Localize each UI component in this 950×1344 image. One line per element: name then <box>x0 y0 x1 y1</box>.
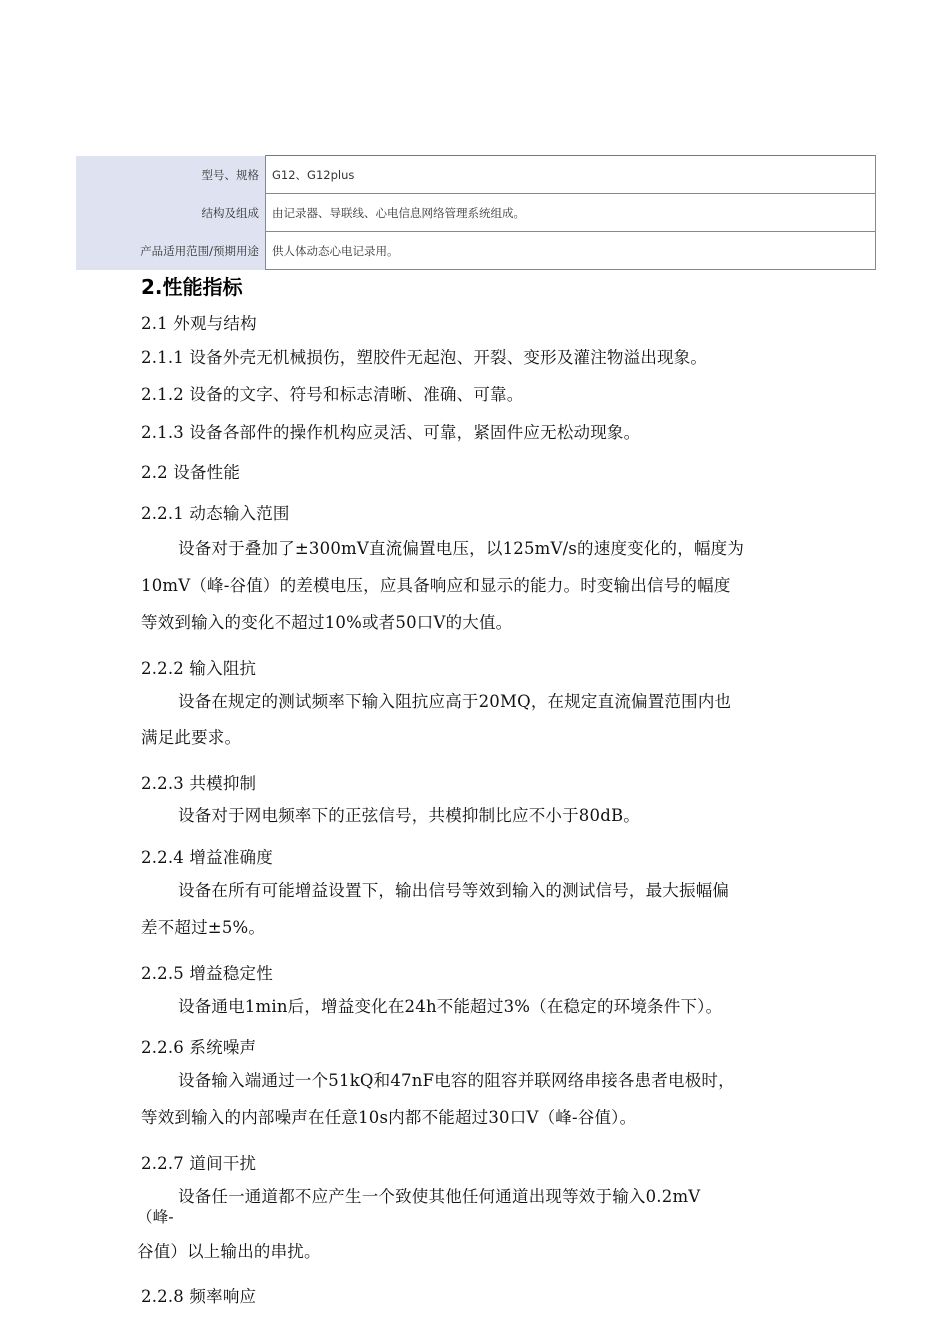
clause-heading: 2.2.4 增益准确度 <box>141 848 273 867</box>
clause-text: 2.1.3 设备各部件的操作机构应灵活、可靠，紧固件应无松动现象。 <box>141 423 641 442</box>
paragraph-line: 设备输入端通过一个51kQ和47nF电容的阻容并联网络串接各患者电极时， <box>178 1071 735 1090</box>
clause-heading: 2.2.7 道间干扰 <box>141 1154 257 1173</box>
table-row <box>76 232 876 270</box>
table-row <box>76 194 876 232</box>
clause-heading: 2.2.8 频率响应 <box>141 1287 257 1306</box>
row-label: 型号、规格 <box>76 156 266 194</box>
paragraph-line: 设备对于网电频率下的正弦信号，共模抑制比应不小于80dB。 <box>178 806 640 825</box>
paragraph-line: 差不超过±5%。 <box>141 918 266 937</box>
clause-text: 2.1.1 设备外壳无机械损伤，塑胶件无起泡、开裂、变形及灌注物溢出现象。 <box>141 348 708 367</box>
paragraph-line: 满足此要求。 <box>141 728 242 747</box>
paragraph-line: 等效到输入的变化不超过10%或者50口V的大值。 <box>141 613 513 632</box>
row-label: 产品适用范围/预期用途 <box>76 232 266 270</box>
section-title: 2.性能指标 <box>141 275 243 299</box>
row-value: 由记录器、导联线、心电信息网络管理系统组成。 <box>266 194 876 232</box>
subsection-heading: 2.1 外观与结构 <box>141 314 257 333</box>
paragraph-line: 设备对于叠加了±300mV直流偏置电压，以125mV/s的速度变化的，幅度为 <box>178 539 745 558</box>
clause-heading: 2.2.1 动态输入范围 <box>141 504 290 523</box>
paragraph-line: 设备在规定的测试频率下输入阻抗应高于20MQ，在规定直流偏置范围内也 <box>178 692 732 711</box>
paragraph-line: 谷值）以上输出的串扰。 <box>137 1242 321 1261</box>
table-row <box>76 156 876 194</box>
clause-heading: 2.2.3 共模抑制 <box>141 774 257 793</box>
clause-heading: 2.2.2 输入阻抗 <box>141 659 257 678</box>
row-value: G12、G12plus <box>266 156 876 194</box>
clause-heading: 2.2.5 增益稳定性 <box>141 964 273 983</box>
clause-text: 2.1.2 设备的文字、符号和标志清晰、准确、可靠。 <box>141 385 524 404</box>
paragraph-line: 等效到输入的内部噪声在任意10s内都不能超过30口V（峰-谷值）。 <box>141 1108 637 1127</box>
clause-heading: 2.2.6 系统噪声 <box>141 1038 257 1057</box>
row-value: 供人体动态心电记录用。 <box>266 232 876 270</box>
product-info-table <box>76 155 876 270</box>
paragraph-line: 设备通电1min后，增益变化在24h不能超过3%（在稳定的环境条件下）。 <box>178 997 723 1016</box>
subsection-heading: 2.2 设备性能 <box>141 463 241 482</box>
paragraph-line: 设备任一通道都不应产生一个致使其他任何通道出现等效于输入0.2mV <box>178 1187 701 1206</box>
paragraph-line: （峰- <box>137 1208 174 1226</box>
row-label: 结构及组成 <box>76 194 266 232</box>
paragraph-line: 设备在所有可能增益设置下，输出信号等效到输入的测试信号，最大振幅偏 <box>178 881 730 900</box>
paragraph-line: 10mV（峰-谷值）的差模电压，应具备响应和显示的能力。时变输出信号的幅度 <box>141 576 731 595</box>
